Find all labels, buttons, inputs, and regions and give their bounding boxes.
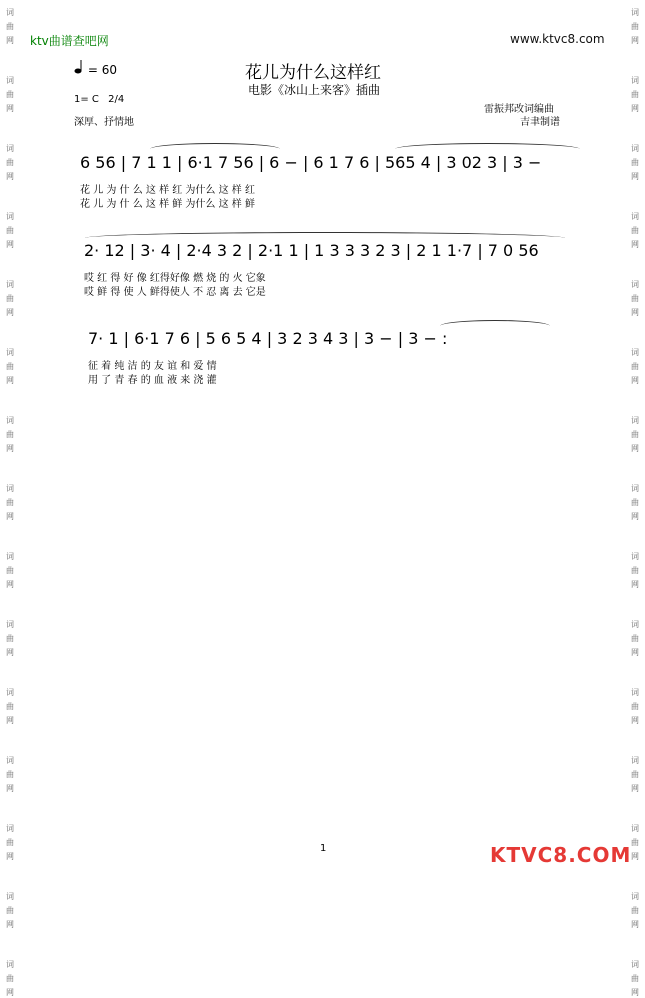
watermark-glyph: 网	[6, 240, 14, 249]
watermark-glyph: 词	[631, 212, 639, 221]
watermark-glyph: 网	[631, 784, 639, 793]
watermark-glyph: 网	[6, 308, 14, 317]
watermark-glyph: 网	[631, 716, 639, 725]
watermark-glyph: 网	[631, 308, 639, 317]
watermark-glyph: 网	[6, 580, 14, 589]
watermark-glyph: 词	[6, 8, 14, 17]
watermark-glyph: 词	[631, 824, 639, 833]
watermark-glyph: 曲	[631, 158, 639, 167]
tempo-marking	[74, 60, 117, 77]
watermark-glyph: 词	[631, 756, 639, 765]
watermark-glyph: 曲	[6, 226, 14, 235]
song-subtitle: 电影《冰山上来客》插曲	[248, 83, 381, 97]
watermark-glyph: 词	[6, 76, 14, 85]
watermark-glyph: 词	[631, 960, 639, 969]
watermark-glyph: 词	[631, 484, 639, 493]
watermark-glyph: 曲	[6, 430, 14, 439]
watermark-glyph: 曲	[6, 906, 14, 915]
watermark-glyph: 网	[631, 852, 639, 861]
watermark-glyph: 网	[631, 920, 639, 929]
watermark-glyph: 词	[6, 212, 14, 221]
watermark-glyph: 词	[631, 348, 639, 357]
watermark-glyph: 词	[6, 144, 14, 153]
watermark-glyph: 曲	[631, 566, 639, 575]
watermark-glyph: 网	[631, 444, 639, 453]
score-line-3-lyrics-2: 用 了 青 春 的 血 液 来 浇 灌	[88, 375, 217, 386]
score-line-3-lyrics-1: 征 着 纯 洁 的 友 谊 和 爱 情	[88, 361, 217, 372]
watermark-glyph: 曲	[6, 974, 14, 983]
watermark-glyph: 词	[6, 348, 14, 357]
watermark-glyph: 网	[6, 648, 14, 657]
composer-credit: 雷振邦改词编曲	[484, 104, 554, 115]
watermark-glyph: 曲	[631, 770, 639, 779]
watermark-glyph: 网	[631, 172, 639, 181]
watermark-glyph: 曲	[631, 362, 639, 371]
watermark-glyph: 曲	[6, 294, 14, 303]
watermark-glyph: 词	[631, 892, 639, 901]
watermark-glyph: 曲	[6, 770, 14, 779]
score-line-1-lyrics-2: 花 儿 为 什 么 这 样 鲜 为什么 这 样 鲜	[80, 199, 255, 210]
watermark-glyph: 曲	[6, 702, 14, 711]
watermark-glyph: 词	[631, 416, 639, 425]
watermark-glyph: 词	[6, 620, 14, 629]
tempo-value: = 60	[87, 63, 117, 77]
watermark-glyph: 网	[631, 580, 639, 589]
watermark-glyph: 网	[631, 36, 639, 45]
watermark-glyph: 网	[631, 240, 639, 249]
watermark-glyph: 网	[6, 852, 14, 861]
watermark-glyph: 词	[6, 484, 14, 493]
watermark-glyph: 词	[6, 280, 14, 289]
score-line-2-notes: 2· 12 | 3· 4 | 2·4 3 2 | 2·1 1 | 1 3 3 3 2 3 | 2 1 1·7 | 7 0 56	[84, 241, 539, 260]
watermark-glyph: 曲	[631, 498, 639, 507]
watermark-glyph: 词	[6, 960, 14, 969]
quarter-note-icon	[74, 63, 88, 77]
watermark-glyph: 曲	[6, 158, 14, 167]
watermark-glyph: 曲	[631, 838, 639, 847]
watermark-glyph: 词	[6, 824, 14, 833]
watermark-glyph: 网	[6, 716, 14, 725]
watermark-glyph: 曲	[631, 974, 639, 983]
watermark-glyph: 词	[631, 552, 639, 561]
left-watermark-column	[4, 0, 16, 998]
watermark-glyph: 词	[631, 688, 639, 697]
watermark-glyph: 词	[631, 620, 639, 629]
score-line-2-lyrics-2: 哎 鲜 得 使 人 鲜得使人 不 忍 离 去 它是	[84, 287, 266, 298]
song-title: 花儿为什么这样红	[245, 63, 381, 83]
watermark-glyph: 曲	[631, 430, 639, 439]
watermark-glyph: 词	[631, 280, 639, 289]
score-line-1-notes: 6 56 | 7 1 1 | 6·1 7 56 | 6 − | 6 1 7 6 | 565 4 | 3 02 3 | 3 −	[80, 153, 542, 172]
site-url[interactable]: www.ktvc8.com	[510, 32, 605, 46]
watermark-glyph: 词	[631, 8, 639, 17]
watermark-glyph: 词	[631, 76, 639, 85]
watermark-glyph: 曲	[631, 90, 639, 99]
watermark-glyph: 曲	[6, 90, 14, 99]
watermark-glyph: 词	[6, 552, 14, 561]
watermark-glyph: 网	[631, 376, 639, 385]
watermark-glyph: 网	[6, 104, 14, 113]
watermark-glyph: 曲	[6, 362, 14, 371]
watermark-glyph: 网	[6, 172, 14, 181]
watermark-glyph: 曲	[6, 498, 14, 507]
watermark-glyph: 网	[6, 784, 14, 793]
key-label: 1= C	[74, 94, 99, 105]
watermark-glyph: 曲	[6, 838, 14, 847]
watermark-glyph: 曲	[6, 22, 14, 31]
watermark-glyph: 曲	[631, 226, 639, 235]
watermark-glyph: 曲	[631, 906, 639, 915]
watermark-glyph: 曲	[6, 566, 14, 575]
watermark-glyph: 曲	[6, 634, 14, 643]
score-line-1-lyrics-1: 花 儿 为 什 么 这 样 红 为什么 这 样 红	[80, 185, 255, 196]
watermark-glyph: 词	[631, 144, 639, 153]
watermark-glyph: 网	[6, 376, 14, 385]
watermark-glyph: 词	[6, 416, 14, 425]
watermark-glyph: 曲	[631, 294, 639, 303]
watermark-glyph: 网	[6, 512, 14, 521]
watermark-glyph: 曲	[631, 634, 639, 643]
watermark-glyph: 词	[6, 756, 14, 765]
key-signature	[74, 94, 124, 105]
watermark-glyph: 网	[631, 104, 639, 113]
watermark-glyph: 网	[631, 648, 639, 657]
watermark-glyph: 词	[6, 688, 14, 697]
watermark-glyph: 网	[631, 988, 639, 997]
mood-marking: 深厚、抒情地	[74, 117, 134, 128]
watermark-glyph: 网	[6, 444, 14, 453]
watermark-glyph: 网	[6, 920, 14, 929]
watermark-glyph: 网	[631, 512, 639, 521]
watermark-glyph: 网	[6, 36, 14, 45]
score-line-2-lyrics-1: 哎 红 得 好 像 红得好像 燃 烧 的 火 它象	[84, 273, 266, 284]
watermark-glyph: 曲	[631, 702, 639, 711]
time-signature: 2/4	[108, 94, 125, 105]
transcriber-credit: 吉聿制谱	[520, 117, 560, 128]
page-number: 1	[320, 843, 327, 854]
site-name[interactable]: ktv曲谱查吧网	[30, 34, 109, 48]
watermark-glyph: 词	[6, 892, 14, 901]
site-logo[interactable]: KTVC8.COM	[490, 843, 632, 867]
watermark-glyph: 曲	[631, 22, 639, 31]
watermark-glyph: 网	[6, 988, 14, 997]
score-line-3-notes: 7· 1 | 6·1 7 6 | 5 6 5 4 | 3 2 3 4 3 | 3 − | 3 − :	[88, 329, 448, 348]
